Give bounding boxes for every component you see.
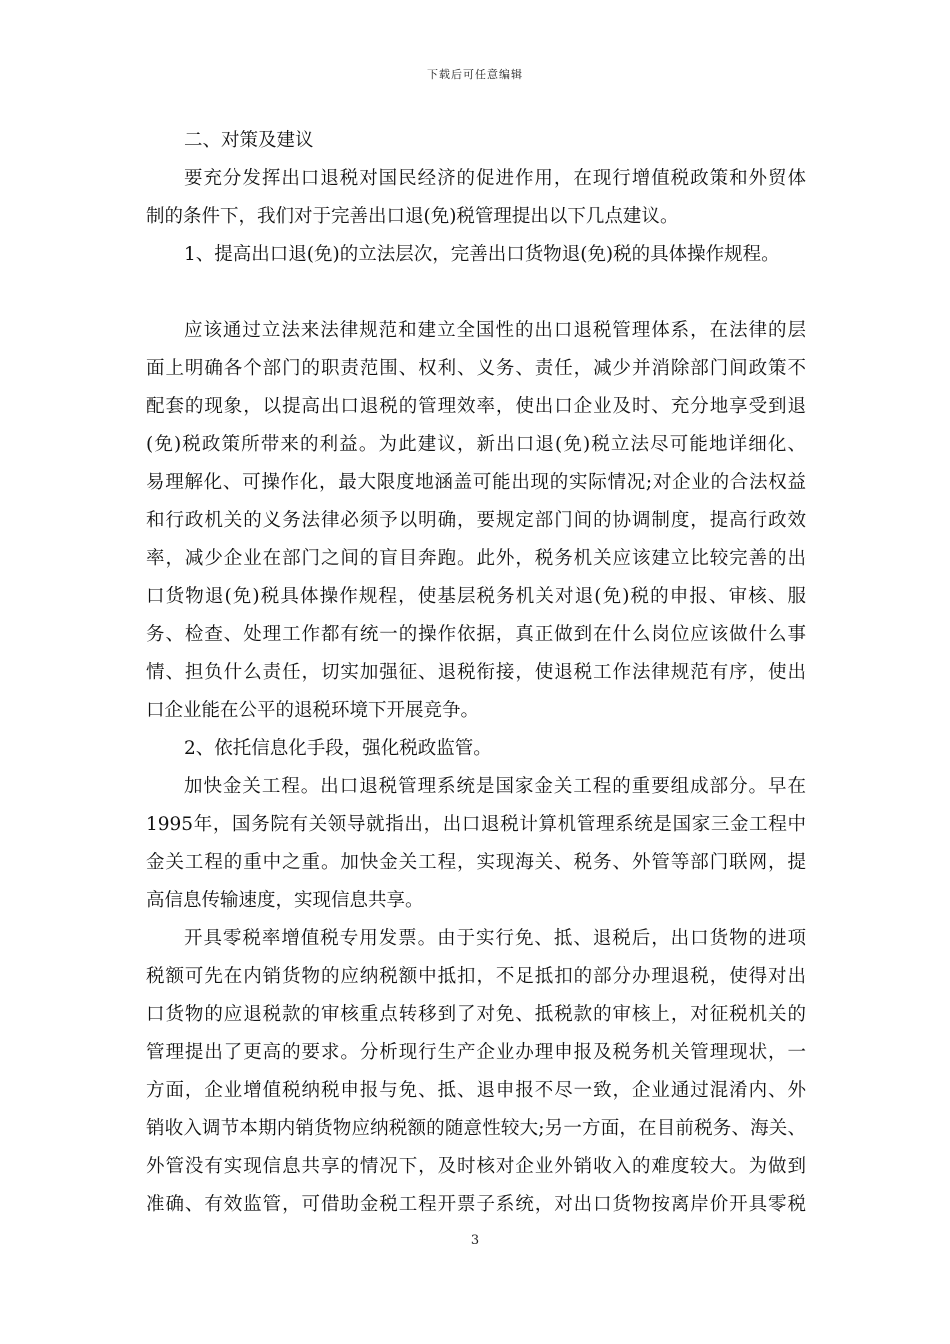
text-line: 要充分发挥出口退税对国民经济的促进作用，在现行增值税政策和外贸体 <box>184 168 806 189</box>
text-line: 准确、有效监管，可借助金税工程开票子系统，对出口货物按离岸价开具零税 <box>146 1194 806 1215</box>
blank-line <box>146 280 806 318</box>
text-line: 率，减少企业在部门之间的盲目奔跑。此外，税务机关应该建立比较完善的出 <box>146 548 806 569</box>
text-line: 外管没有实现信息共享的情况下，及时核对企业外销收入的难度较大。为做到 <box>146 1156 806 1177</box>
text-line: 务、检查、处理工作都有统一的操作依据，真正做到在什么岗位应该做什么事 <box>146 624 806 645</box>
text-line: 开具零税率增值税专用发票。由于实行免、抵、退税后，出口货物的进项 <box>184 928 806 949</box>
text-line: 面上明确各个部门的职责范围、权利、义务、责任，减少并消除部门间政策不 <box>146 358 806 379</box>
text-line: 方面，企业增值税纳税申报与免、抵、退申报不尽一致，企业通过混淆内、外 <box>146 1080 806 1101</box>
text-line: 金关工程的重中之重。加快金关工程，实现海关、税务、外管等部门联网，提 <box>146 852 806 873</box>
text-line: 二、对策及建议 <box>184 130 314 151</box>
document-body <box>146 128 806 1230</box>
text-line: 税额可先在内销货物的应纳税额中抵扣，不足抵扣的部分办理退税，使得对出 <box>146 966 806 987</box>
text-line: 1、提高出口退(免)的立法层次，完善出口货物退(免)税的具体操作规程。 <box>184 244 780 265</box>
text-line: 加快金关工程。出口退税管理系统是国家金关工程的重要组成部分。早在 <box>184 776 806 797</box>
text-line: 1995年，国务院有关领导就指出，出口退税计算机管理系统是国家三金工程中 <box>146 814 806 835</box>
text-line: 易理解化、可操作化，最大限度地涵盖可能出现的实际情况;对企业的合法权益 <box>146 472 806 493</box>
text-line: 制的条件下，我们对于完善出口退(免)税管理提出以下几点建议。 <box>146 206 679 227</box>
page-number: 3 <box>470 1233 480 1248</box>
text-line: (免)税政策所带来的利益。为此建议，新出口退(免)税立法尽可能地详细化、 <box>146 434 806 455</box>
text-line: 销收入调节本期内销货物应纳税额的随意性较大;另一方面，在目前税务、海关、 <box>146 1118 806 1139</box>
text-line: 口货物的应退税款的审核重点转移到了对免、抵税款的审核上，对征税机关的 <box>146 1004 806 1025</box>
text-line: 情、担负什么责任，切实加强征、退税衔接，使退税工作法律规范有序，使出 <box>146 662 806 683</box>
text-line: 口货物退(免)税具体操作规程，使基层税务机关对退(免)税的申报、审核、服 <box>146 586 806 607</box>
text-line: 口企业能在公平的退税环境下开展竞争。 <box>146 700 480 721</box>
text-line: 2、依托信息化手段，强化税政监管。 <box>184 738 492 759</box>
text-line: 配套的现象，以提高出口退税的管理效率，使出口企业及时、充分地享受到退 <box>146 396 806 417</box>
text-line: 高信息传输速度，实现信息共享。 <box>146 890 424 911</box>
text-line: 管理提出了更高的要求。分析现行生产企业办理申报及税务机关管理现状，一 <box>146 1042 806 1063</box>
text-line: 应该通过立法来法律规范和建立全国性的出口退税管理体系，在法律的层 <box>184 320 806 341</box>
page-header-note: 下载后可任意编辑 <box>427 68 523 81</box>
text-line: 和行政机关的义务法律必须予以明确，要规定部门间的协调制度，提高行政效 <box>146 510 806 531</box>
